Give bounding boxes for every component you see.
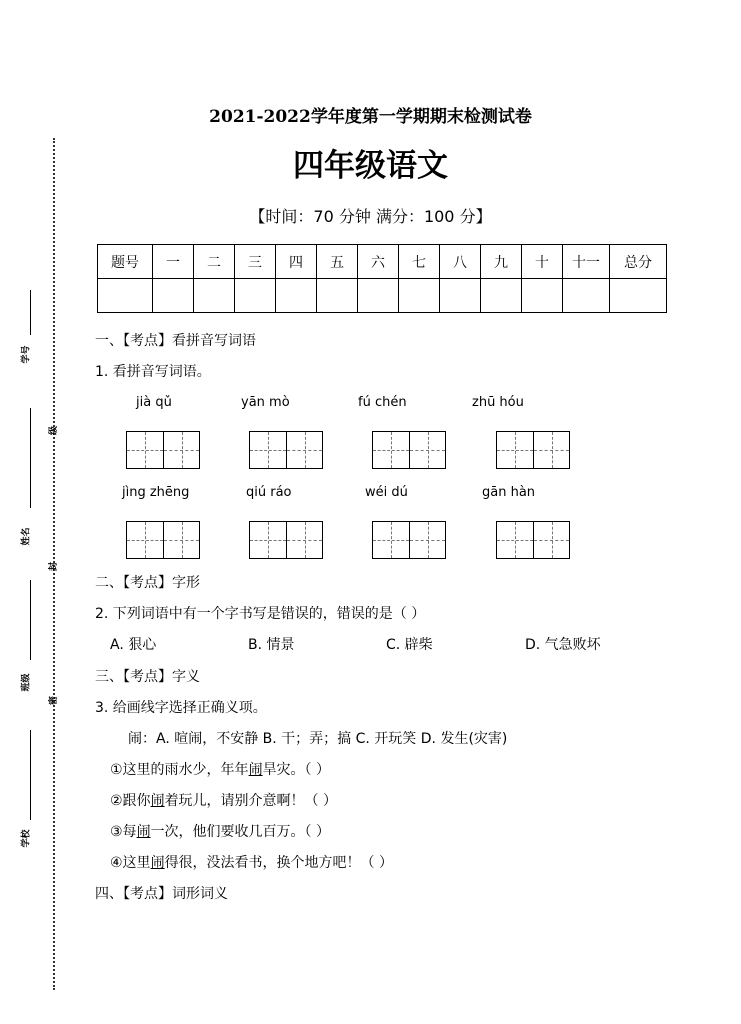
- score-entry-cell[interactable]: [440, 279, 481, 313]
- score-header-cell: 总分: [610, 245, 667, 279]
- score-entry-cell[interactable]: [235, 279, 276, 313]
- score-header-cell: 二: [194, 245, 235, 279]
- option-c[interactable]: C. 辟柴: [386, 637, 433, 653]
- school-line: [30, 730, 31, 820]
- class-label: 班级: [21, 673, 32, 692]
- option-a[interactable]: A. 狠心: [110, 637, 157, 653]
- score-entry-cell[interactable]: [522, 279, 563, 313]
- pinyin-4: zhū hóu: [472, 395, 524, 410]
- secret-mark: 密: [49, 695, 60, 706]
- section2-heading: 二、【考点】字形: [95, 575, 200, 591]
- score-entry-cell[interactable]: [317, 279, 358, 313]
- score-entry-row: [98, 279, 667, 313]
- underlined-char: 闹: [150, 855, 165, 871]
- sentence-3: ③每闹一次，他们要收几百万。（ ）: [110, 824, 331, 840]
- student-id-label: 学号: [21, 345, 32, 364]
- section1-heading: 一、【考点】看拼音写词语: [95, 333, 256, 349]
- score-table: [97, 244, 667, 313]
- sentence-4: ④这里闹得很，没法看书，换个地方吧！（ ）: [110, 855, 394, 871]
- name-label: 姓名: [21, 527, 32, 546]
- pinyin-2: yān mò: [241, 395, 290, 410]
- grade-mark: 级: [49, 425, 60, 436]
- score-header-cell: 一: [153, 245, 194, 279]
- pinyin-8: gān hàn: [482, 485, 536, 500]
- score-header-cell: 十: [522, 245, 563, 279]
- underlined-char: 闹: [150, 793, 165, 809]
- grade-title: 四年级语文: [293, 148, 448, 184]
- option-d[interactable]: D. 气急败坏: [525, 637, 601, 653]
- score-entry-cell[interactable]: [194, 279, 235, 313]
- score-entry-cell[interactable]: [610, 279, 667, 313]
- score-header-row: [98, 245, 667, 279]
- pinyin-3: fú chén: [358, 395, 407, 410]
- time-info: 【时间：70 分钟 满分：100 分】: [249, 207, 492, 226]
- seal-mark: 封: [49, 561, 60, 572]
- section4-heading: 四、【考点】词形词义: [95, 886, 228, 902]
- option-b[interactable]: B. 情景: [248, 637, 295, 653]
- score-entry-cell[interactable]: [563, 279, 610, 313]
- score-header-cell: 题号: [98, 245, 153, 279]
- score-header-cell: 三: [235, 245, 276, 279]
- class-line-top: [30, 408, 31, 508]
- pinyin-6: qiú ráo: [246, 485, 292, 500]
- question1-text: 1. 看拼音写词语。: [95, 364, 211, 380]
- score-header-cell: 九: [481, 245, 522, 279]
- writing-grid-6[interactable]: [249, 521, 323, 559]
- score-header-cell: 四: [276, 245, 317, 279]
- score-header-cell: 八: [440, 245, 481, 279]
- pinyin-1: jià qǔ: [136, 395, 172, 410]
- pinyin-5: jìng zhēng: [122, 485, 190, 500]
- score-header-cell: 五: [317, 245, 358, 279]
- score-entry-cell[interactable]: [276, 279, 317, 313]
- score-entry-cell[interactable]: [153, 279, 194, 313]
- sentence-2: ②跟你闹着玩儿，请别介意啊！（ ）: [110, 793, 338, 809]
- question3-text: 3. 给画线字选择正确义项。: [95, 700, 267, 716]
- underlined-char: 闹: [136, 824, 151, 840]
- writing-grid-5[interactable]: [126, 521, 200, 559]
- score-entry-cell[interactable]: [98, 279, 153, 313]
- school-label: 学校: [21, 829, 32, 848]
- definitions-line: 闹：A. 喧闹，不安静 B. 干；弄；搞 C. 开玩笑 D. 发生(灾害): [128, 731, 508, 747]
- score-entry-cell[interactable]: [399, 279, 440, 313]
- pinyin-7: wéi dú: [365, 485, 408, 500]
- sentence-1: ①这里的雨水少，年年闹旱灾。（ ）: [110, 762, 331, 778]
- writing-grid-2[interactable]: [249, 431, 323, 469]
- student-id-line: [30, 290, 31, 335]
- score-entry-cell[interactable]: [481, 279, 522, 313]
- question2-text: 2. 下列词语中有一个字书写是错误的，错误的是（ ）: [95, 606, 426, 622]
- writing-grid-8[interactable]: [496, 521, 570, 559]
- exam-title: 2021-2022学年度第一学期期末检测试卷: [209, 107, 532, 127]
- section3-heading: 三、【考点】字义: [95, 669, 200, 685]
- underlined-char: 闹: [248, 762, 263, 778]
- score-header-cell: 七: [399, 245, 440, 279]
- writing-grid-3[interactable]: [372, 431, 446, 469]
- score-entry-cell[interactable]: [358, 279, 399, 313]
- class-line: [30, 580, 31, 660]
- writing-grid-4[interactable]: [496, 431, 570, 469]
- score-header-cell: 六: [358, 245, 399, 279]
- score-header-cell: 十一: [563, 245, 610, 279]
- writing-grid-7[interactable]: [372, 521, 446, 559]
- writing-grid-1[interactable]: [126, 431, 200, 469]
